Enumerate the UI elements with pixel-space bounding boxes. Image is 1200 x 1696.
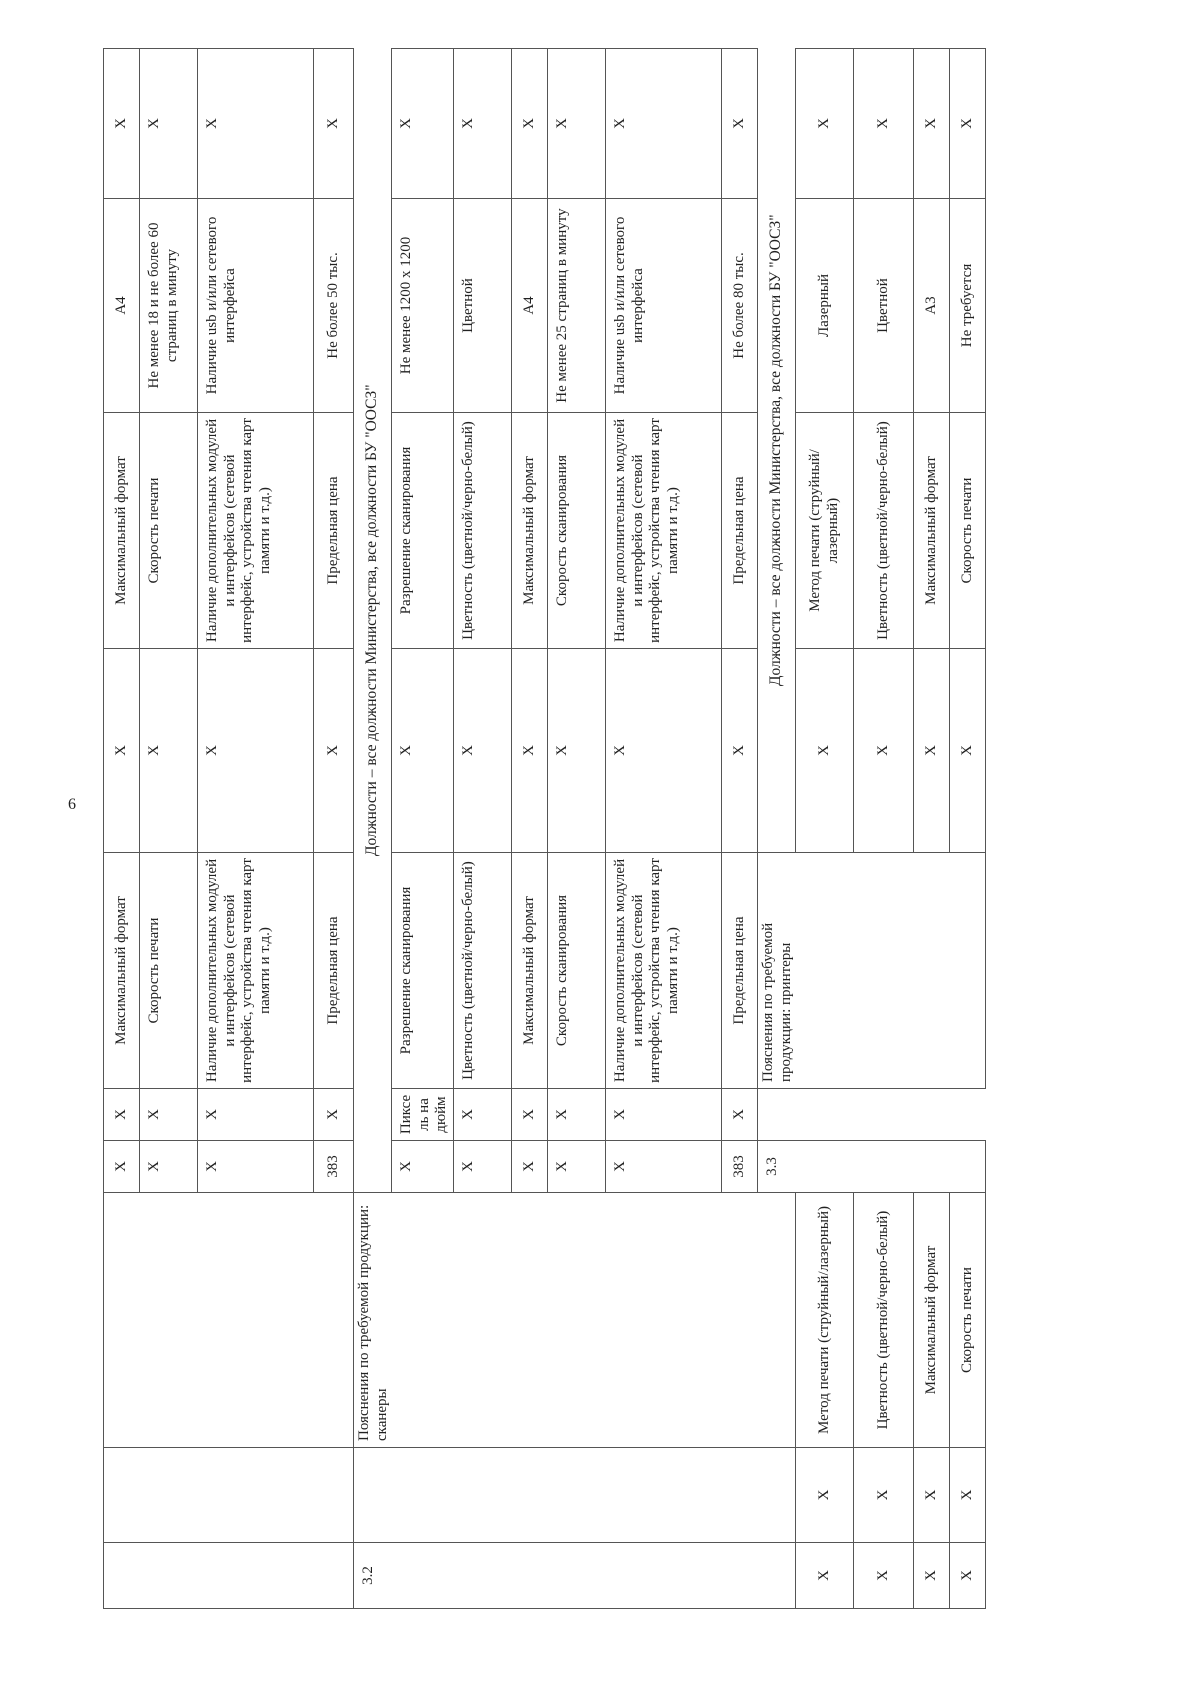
cell-x: X bbox=[606, 1089, 722, 1141]
value-print-speed: Не менее 18 и не более 60 страниц в минуту bbox=[140, 199, 198, 413]
cell-x: X bbox=[454, 1089, 512, 1141]
cell-x: X bbox=[198, 49, 314, 199]
label-print-speed: Скорость печати bbox=[140, 853, 198, 1089]
blank-cell bbox=[354, 1448, 796, 1543]
cell-x: X bbox=[314, 649, 354, 853]
value-interfaces: Наличие usb и/или сетевого интерфейса bbox=[198, 199, 314, 413]
rotated-page bbox=[103, 9, 1103, 1609]
section-note: Пояснения по требуемой продукции: принтеры bbox=[758, 853, 986, 1089]
cell-x: X bbox=[854, 1543, 914, 1609]
label-print-method: Метод печати (струйный/лазерный) bbox=[796, 413, 854, 649]
section-header: Должности – все должности Министерства, все должности БУ "ООСЗ" bbox=[354, 49, 392, 1193]
cell-x: X bbox=[392, 1141, 454, 1193]
cell-x: X bbox=[950, 1448, 986, 1543]
label-print-speed: Скорость печати bbox=[140, 413, 198, 649]
cell-x: X bbox=[796, 1543, 854, 1609]
label-print-speed: Скорость печати bbox=[950, 1193, 986, 1448]
value-color: Цветной bbox=[454, 199, 512, 413]
cell-x: X bbox=[454, 649, 512, 853]
label-color: Цветность (цветной/черно-белый) bbox=[854, 413, 914, 649]
label-print-speed: Скорость печати bbox=[950, 413, 986, 649]
cell-x: X bbox=[854, 649, 914, 853]
cell-x: X bbox=[796, 1448, 854, 1543]
cell-x: X bbox=[606, 49, 722, 199]
cell-x: X bbox=[140, 1141, 198, 1193]
value-print-method: Лазерный bbox=[796, 199, 854, 413]
cell-x: X bbox=[198, 1089, 314, 1141]
value-color: Цветной bbox=[854, 199, 914, 413]
label-max-format: Максимальный формат bbox=[104, 413, 140, 649]
label-modules: Наличие дополнительных модулей и интерфейсов (сетевой интерфейс, устройства чтения карт памяти и т.д.) bbox=[606, 853, 722, 1089]
value-format: А4 bbox=[104, 199, 140, 413]
cell-x: X bbox=[454, 49, 512, 199]
okei-code: 383 bbox=[314, 1141, 354, 1193]
cell-x: X bbox=[512, 1089, 548, 1141]
table-row bbox=[354, 49, 392, 1609]
value-scan-speed: Не менее 25 страниц в минуту bbox=[548, 199, 606, 413]
section-number: 3.3 bbox=[758, 1141, 986, 1193]
section-note: Пояснения по требуемой продукции: сканеры bbox=[354, 1193, 796, 1448]
label-print-method: Метод печати (струйный/лазерный) bbox=[796, 1193, 854, 1448]
cell-x: X bbox=[914, 49, 950, 199]
cell-x: X bbox=[950, 49, 986, 199]
label-modules: Наличие дополнительных модулей и интерфейсов (сетевой интерфейс, устройства чтения карт памяти и т.д.) bbox=[198, 413, 314, 649]
cell-x: X bbox=[914, 649, 950, 853]
label-price-limit: Предельная цена bbox=[722, 853, 758, 1089]
cell-x: X bbox=[314, 49, 354, 199]
cell-x: X bbox=[314, 1089, 354, 1141]
cell-x: X bbox=[854, 1448, 914, 1543]
label-modules: Наличие дополнительных модулей и интерфейсов (сетевой интерфейс, устройства чтения карт памяти и т.д.) bbox=[198, 853, 314, 1089]
cell-x: X bbox=[392, 49, 454, 199]
label-scan-speed: Скорость сканирования bbox=[548, 853, 606, 1089]
cell-x: X bbox=[548, 49, 606, 199]
value-interfaces: Наличие usb и/или сетевого интерфейса bbox=[606, 199, 722, 413]
blank-cell bbox=[758, 1089, 986, 1141]
label-color: Цветность (цветной/черно-белый) bbox=[454, 853, 512, 1089]
value-not-required: Не требуется bbox=[950, 199, 986, 413]
cell-x: X bbox=[950, 649, 986, 853]
label-max-format: Максимальный формат bbox=[104, 853, 140, 1089]
cell-x: X bbox=[104, 1089, 140, 1141]
page-number: 6 bbox=[68, 796, 76, 813]
label-scan-resolution: Разрешение сканирования bbox=[392, 853, 454, 1089]
cell-x: X bbox=[198, 649, 314, 853]
cell-x: X bbox=[512, 49, 548, 199]
cell-x: X bbox=[140, 649, 198, 853]
cell-x: X bbox=[140, 1089, 198, 1141]
okei-code: 383 bbox=[722, 1141, 758, 1193]
cell-x: X bbox=[104, 49, 140, 199]
cell-x: X bbox=[796, 49, 854, 199]
label-max-format: Максимальный формат bbox=[914, 413, 950, 649]
label-scan-speed: Скорость сканирования bbox=[548, 413, 606, 649]
unit-ppi: Пиксель на дюйм bbox=[392, 1089, 454, 1141]
table-row bbox=[950, 49, 986, 1609]
table-row bbox=[854, 49, 914, 1609]
label-price-limit: Предельная цена bbox=[722, 413, 758, 649]
number-cell bbox=[104, 1543, 354, 1609]
value-format: А3 bbox=[914, 199, 950, 413]
cell-x: X bbox=[722, 649, 758, 853]
label-price-limit: Предельная цена bbox=[314, 413, 354, 649]
label-color: Цветность (цветной/черно-белый) bbox=[454, 413, 512, 649]
cell-x: X bbox=[796, 649, 854, 853]
cell-x: X bbox=[548, 649, 606, 853]
cell-x: X bbox=[512, 1141, 548, 1193]
label-max-format: Максимальный формат bbox=[512, 853, 548, 1089]
label-scan-resolution: Разрешение сканирования bbox=[392, 413, 454, 649]
cell-x: X bbox=[722, 49, 758, 199]
value-format: А4 bbox=[512, 199, 548, 413]
label-max-format: Максимальный формат bbox=[512, 413, 548, 649]
label-modules: Наличие дополнительных модулей и интерфейсов (сетевой интерфейс, устройства чтения карт памяти и т.д.) bbox=[606, 413, 722, 649]
value-resolution: Не менее 1200 x 1200 bbox=[392, 199, 454, 413]
label-color: Цветность (цветной/черно-белый) bbox=[854, 1193, 914, 1448]
table-row bbox=[914, 49, 950, 1609]
cell-x: X bbox=[854, 49, 914, 199]
cell-x: X bbox=[140, 49, 198, 199]
section-number: 3.2 bbox=[354, 1543, 796, 1609]
cell-x: X bbox=[722, 1089, 758, 1141]
cell-x: X bbox=[914, 1448, 950, 1543]
cell-x: X bbox=[950, 1543, 986, 1609]
table-row bbox=[104, 49, 140, 1609]
table-row bbox=[796, 49, 854, 1609]
value-price: Не более 80 тыс. bbox=[722, 199, 758, 413]
cell-x: X bbox=[104, 1141, 140, 1193]
cell-x: X bbox=[606, 649, 722, 853]
cell-x: X bbox=[914, 1543, 950, 1609]
cell-x: X bbox=[392, 649, 454, 853]
cell-x: X bbox=[548, 1141, 606, 1193]
label-max-format: Максимальный формат bbox=[914, 1193, 950, 1448]
note-cell bbox=[104, 1193, 354, 1448]
blank-cell bbox=[104, 1448, 354, 1543]
cell-x: X bbox=[548, 1089, 606, 1141]
requirements-table bbox=[103, 49, 986, 1610]
cell-x: X bbox=[454, 1141, 512, 1193]
cell-x: X bbox=[104, 649, 140, 853]
label-price-limit: Предельная цена bbox=[314, 853, 354, 1089]
cell-x: X bbox=[606, 1141, 722, 1193]
cell-x: X bbox=[512, 649, 548, 853]
section-header: Должности – все должности Министерства, все должности БУ "ООСЗ" bbox=[758, 49, 796, 853]
cell-x: X bbox=[198, 1141, 314, 1193]
value-price: Не более 50 тыс. bbox=[314, 199, 354, 413]
